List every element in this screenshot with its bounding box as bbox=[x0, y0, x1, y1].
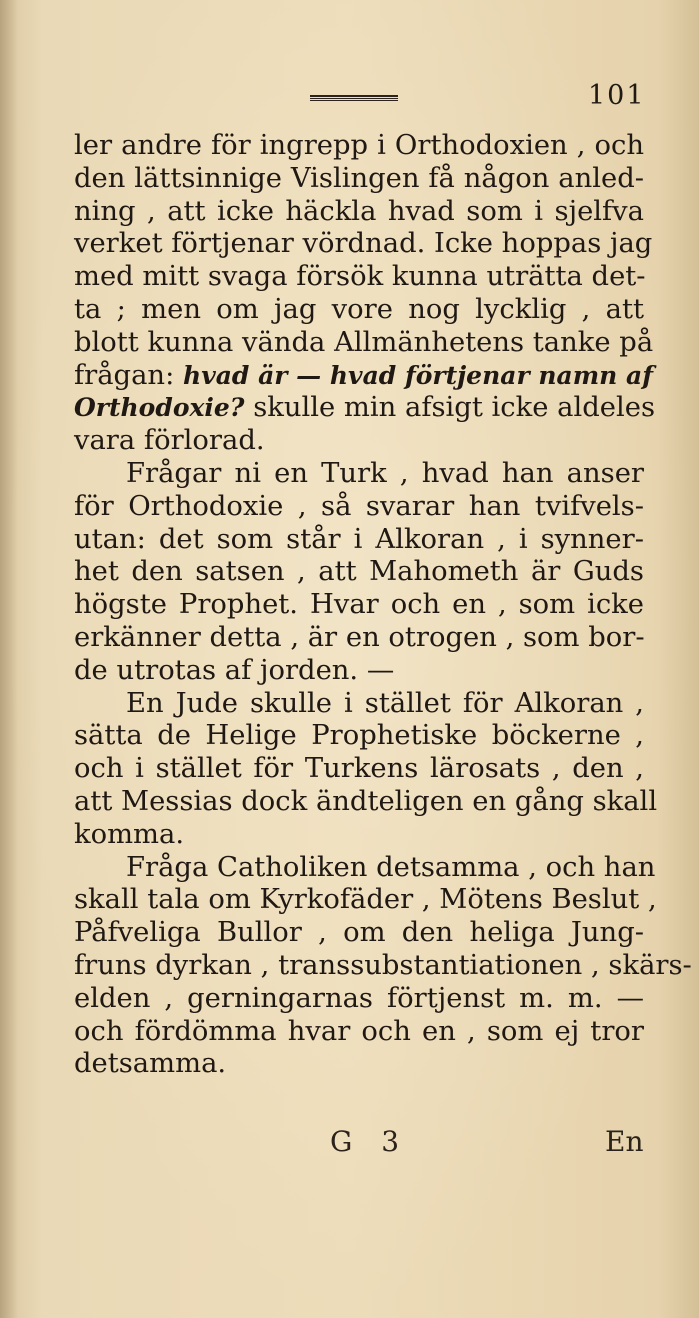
text-line: sätta de Helige Prophetiske böckerne , bbox=[74, 720, 644, 752]
text-line: för Orthodoxie , så svarar han tvifvels- bbox=[74, 490, 644, 522]
page-number: 101 bbox=[588, 80, 646, 111]
header-rule bbox=[310, 95, 398, 101]
text-line-with-emphasis bbox=[74, 359, 653, 393]
body-text bbox=[74, 130, 692, 1081]
text-line: med mitt svaga försök kunna uträtta det- bbox=[74, 261, 646, 293]
text-line: ning , att icke häckla hvad som i sjelfva bbox=[74, 195, 644, 227]
text-line: En Jude skulle i stället för Alkoran , bbox=[126, 687, 644, 719]
emphasized-text: hvad är — hvad förtjenar namn af bbox=[183, 360, 653, 390]
text-line: de utrotas af jorden. — bbox=[74, 654, 395, 686]
catchword: En bbox=[605, 1125, 644, 1158]
text-line: den lättsinnige Vislingen få någon anled- bbox=[74, 162, 644, 194]
text-line: och i stället för Turkens lärosats , den , bbox=[74, 753, 644, 785]
text-line: högste Prophet. Hvar och en , som icke bbox=[74, 589, 644, 621]
text-line: ler andre för ingrepp i Orthodoxien , och bbox=[74, 130, 644, 161]
text-line: vara förlorad. bbox=[74, 425, 265, 457]
text-line: Frågar ni en Turk , hvad han anser bbox=[126, 457, 644, 489]
signature-mark: G 3 bbox=[330, 1125, 410, 1158]
text-line: het den satsen , att Mahometh är Guds bbox=[74, 556, 644, 588]
text-span: skulle min afsigt icke aldeles bbox=[253, 392, 656, 424]
text-line: detsamma. bbox=[74, 1048, 227, 1080]
text-line: blott kunna vända Allmänhetens tanke på bbox=[74, 326, 654, 358]
binding-shadow bbox=[0, 0, 18, 1318]
text-line: erkänner detta , är en otrogen , som bor- bbox=[74, 621, 645, 653]
text-line: Påfveliga Bullor , om den heliga Jung- bbox=[74, 917, 644, 949]
text-line: komma. bbox=[74, 818, 185, 850]
text-line: elden , gerningarnas förtjenst m. m. — bbox=[74, 982, 644, 1014]
text-line: fruns dyrkan , transsubstantiationen , skärs- bbox=[74, 949, 692, 981]
text-line: verket förtjenar vördnad. Icke hoppas jag bbox=[74, 228, 653, 260]
text-span: frågan: bbox=[74, 359, 175, 391]
text-line: och fördömma hvar och en , som ej tror bbox=[74, 1015, 644, 1047]
text-line: att Messias dock ändteligen en gång skall bbox=[74, 785, 658, 817]
text-line: ta ; men om jag vore nog lycklig , att bbox=[74, 293, 644, 325]
text-line: Fråga Catholiken detsamma , och han bbox=[126, 851, 656, 883]
emphasized-text: Orthodoxie? bbox=[74, 393, 245, 423]
text-line-with-emphasis bbox=[74, 392, 656, 425]
text-line: skall tala om Kyrkofäder , Mötens Beslut , bbox=[74, 884, 657, 916]
text-line: utan: det som står i Alkoran , i synner- bbox=[74, 523, 644, 555]
